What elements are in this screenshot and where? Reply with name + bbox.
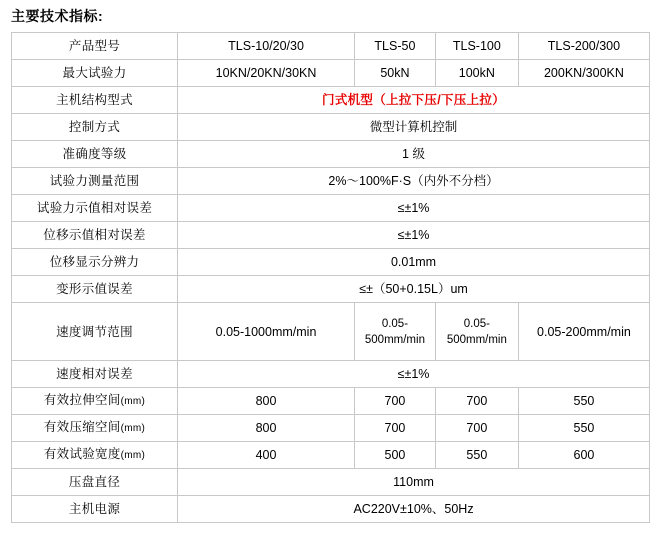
row-cell: 10KN/20KN/30KN [178,60,355,87]
row-label: 速度相对误差 [12,361,178,388]
table-row [12,141,650,168]
row-label: 主机结构型式 [12,87,178,114]
row-cell: 400 [178,442,355,469]
row-cell: ≤±1% [178,361,650,388]
table-row [12,469,650,496]
table-row [12,222,650,249]
row-label-unit: (mm) [120,450,146,461]
row-cell: TLS-200/300 [518,33,649,60]
table-row [12,496,650,523]
row-label: 试验力测量范围 [12,168,178,195]
table-row [12,249,650,276]
row-cell: 100kN [435,60,518,87]
row-cell: 700 [355,388,436,415]
row-cell: 700 [355,415,436,442]
row-cell: TLS-100 [435,33,518,60]
row-label [12,388,178,415]
row-cell: 0.01mm [178,249,650,276]
row-cell: ≤±1% [178,222,650,249]
row-cell: 2%～100%F·S（内外不分档） [178,168,650,195]
row-cell: 800 [178,388,355,415]
row-label: 产品型号 [12,33,178,60]
row-label: 准确度等级 [12,141,178,168]
row-cell: 门式机型（上拉下压/下压上拉） [178,87,650,114]
row-label-text: 有效压缩空间 [43,420,121,434]
table-row [12,361,650,388]
row-cell: TLS-10/20/30 [178,33,355,60]
row-label-unit: (mm) [120,423,146,434]
row-label-unit: (mm) [120,396,146,407]
table-row [12,415,650,442]
row-cell: 1 级 [178,141,650,168]
table-row [12,303,650,361]
row-label-text: 有效拉伸空间 [43,393,121,407]
spec-table [11,32,650,523]
row-label: 位移示值相对误差 [12,222,178,249]
row-label: 最大试验力 [12,60,178,87]
row-label: 试验力示值相对误差 [12,195,178,222]
row-cell: AC220V±10%、50Hz [178,496,650,523]
table-row [12,33,650,60]
table-row [12,60,650,87]
page-title: 主要技术指标: [11,8,104,24]
row-label: 变形示值误差 [12,276,178,303]
row-cell: 550 [518,388,649,415]
row-cell: 200KN/300KN [518,60,649,87]
row-cell: TLS-50 [355,33,436,60]
row-label: 主机电源 [12,496,178,523]
row-label [12,442,178,469]
row-cell: 微型计算机控制 [178,114,650,141]
table-row [12,442,650,469]
row-cell: 50kN [355,60,436,87]
row-cell: ≤±1% [178,195,650,222]
row-cell: 550 [435,442,518,469]
row-cell: 700 [435,388,518,415]
row-label: 位移显示分辨力 [12,249,178,276]
row-cell: 700 [435,415,518,442]
row-label: 控制方式 [12,114,178,141]
table-row [12,87,650,114]
row-cell: 800 [178,415,355,442]
row-cell: 110mm [178,469,650,496]
row-cell: ≤±（50+0.15L）um [178,276,650,303]
row-cell: 0.05-500mm/min [435,303,518,361]
table-row [12,388,650,415]
row-label [12,415,178,442]
table-row [12,114,650,141]
row-cell: 0.05-500mm/min [355,303,436,361]
table-row [12,276,650,303]
row-cell: 500 [355,442,436,469]
row-label: 速度调节范围 [12,303,178,361]
table-row [12,195,650,222]
row-label-text: 有效试验宽度 [43,447,121,461]
table-row [12,168,650,195]
row-cell: 550 [518,415,649,442]
row-cell: 0.05-1000mm/min [178,303,355,361]
row-label: 压盘直径 [12,469,178,496]
row-cell: 0.05-200mm/min [518,303,649,361]
row-cell: 600 [518,442,649,469]
